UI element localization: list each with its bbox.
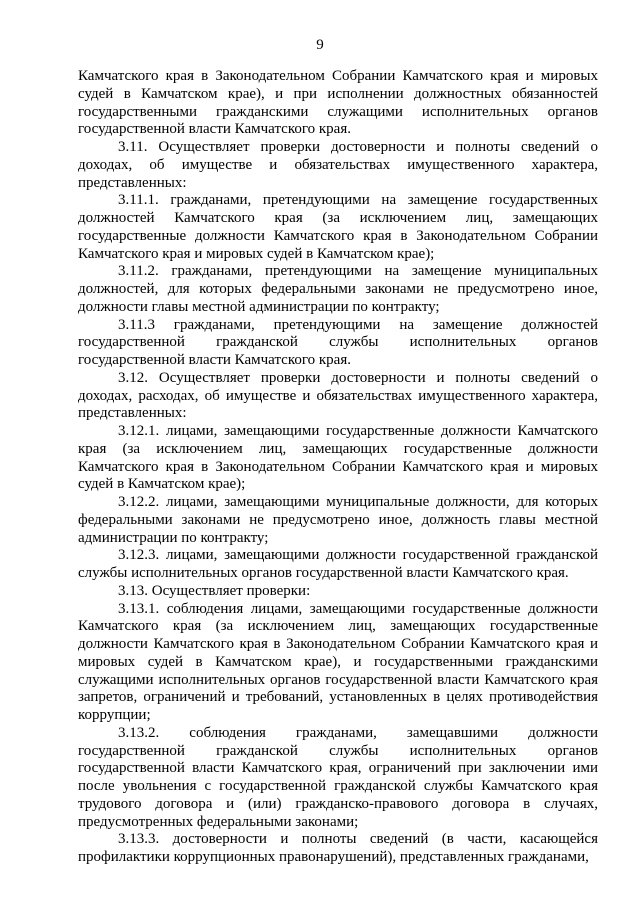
paragraph-3-12-3: 3.12.3. лицами, замещающими должности государственной гражданской службы исполнительных органов государственной власти Камчатского края. [78, 547, 598, 581]
paragraph-3-13-1: 3.13.1. соблюдения лицами, замещающими государственные должности Камчатского края (за исключением лиц, замещающих государственные должности Камчатского края в Законодательном Собрании Камчатского края и мировых судей в Камчатском крае), и государственными гражданскими служащими исполнительных органов государственной власти Камчатского края запретов, ограничений и требований, установленных в целях противодействия коррупции; [78, 600, 598, 723]
paragraph-3-12-1: 3.12.1. лицами, замещающими государственные должности Камчатского края (за исключением лиц, замещающих государственные должности Камчатского края в Законодательном Собрании Камчатского края и мировых судей в Камчатском крае); [78, 423, 598, 493]
document-body [78, 68, 598, 867]
paragraph-3-12-2: 3.12.2. лицами, замещающими муниципальные должности, для которых федеральными законами не предусмотрено иное, должность главы местной администрации по контракту; [78, 494, 598, 546]
paragraph-3-11-2: 3.11.2. гражданами, претендующими на замещение муниципальных должностей, для которых федеральными законами не предусмотрено иное, должности главы местной администрации по контракту; [78, 263, 598, 315]
paragraph-continuation: Камчатского края в Законодательном Собрании Камчатского края и мировых судей в Камчатском крае), и при исполнении должностных обязанностей государственными гражданскими служащими исполнительных органов государственной власти Камчатского края. [78, 68, 598, 138]
paragraph-3-11: 3.11. Осуществляет проверки достоверности и полноты сведений о доходах, об имуществе и обязательствах имущественного характера, представленных: [78, 139, 598, 191]
paragraph-3-11-3: 3.11.3 гражданами, претендующими на замещение должностей государственной гражданской службы исполнительных органов государственной власти Камчатского края. [78, 316, 598, 368]
paragraph-3-13-3: 3.13.3. достоверности и полноты сведений (в части, касающейся профилактики коррупционных правонарушений), представленных гражданами, [78, 831, 598, 865]
paragraph-3-11-1: 3.11.1. гражданами, претендующими на замещение государственных должностей Камчатского края (за исключением лиц, замещающих государственные должности Камчатского края в Законодательном Собрании Камчатского края и мировых судей в Камчатском крае); [78, 192, 598, 262]
paragraph-3-12: 3.12. Осуществляет проверки достоверности и полноты сведений о доходах, расходах, об имуществе и обязательствах имущественного характера, представленных: [78, 369, 598, 422]
paragraph-3-13-2: 3.13.2. соблюдения гражданами, замещавшими должности государственной гражданской службы исполнительных органов государственной власти Камчатского края, ограничений при заключении ими после увольнения с государственной гражданской службы Камчатского края трудового договора и (или) гражданско-правового договора в случаях, предусмотренных федеральными законами; [78, 724, 598, 830]
page-number: 9 [316, 37, 324, 53]
paragraph-3-13: 3.13. Осуществляет проверки: [118, 582, 311, 599]
